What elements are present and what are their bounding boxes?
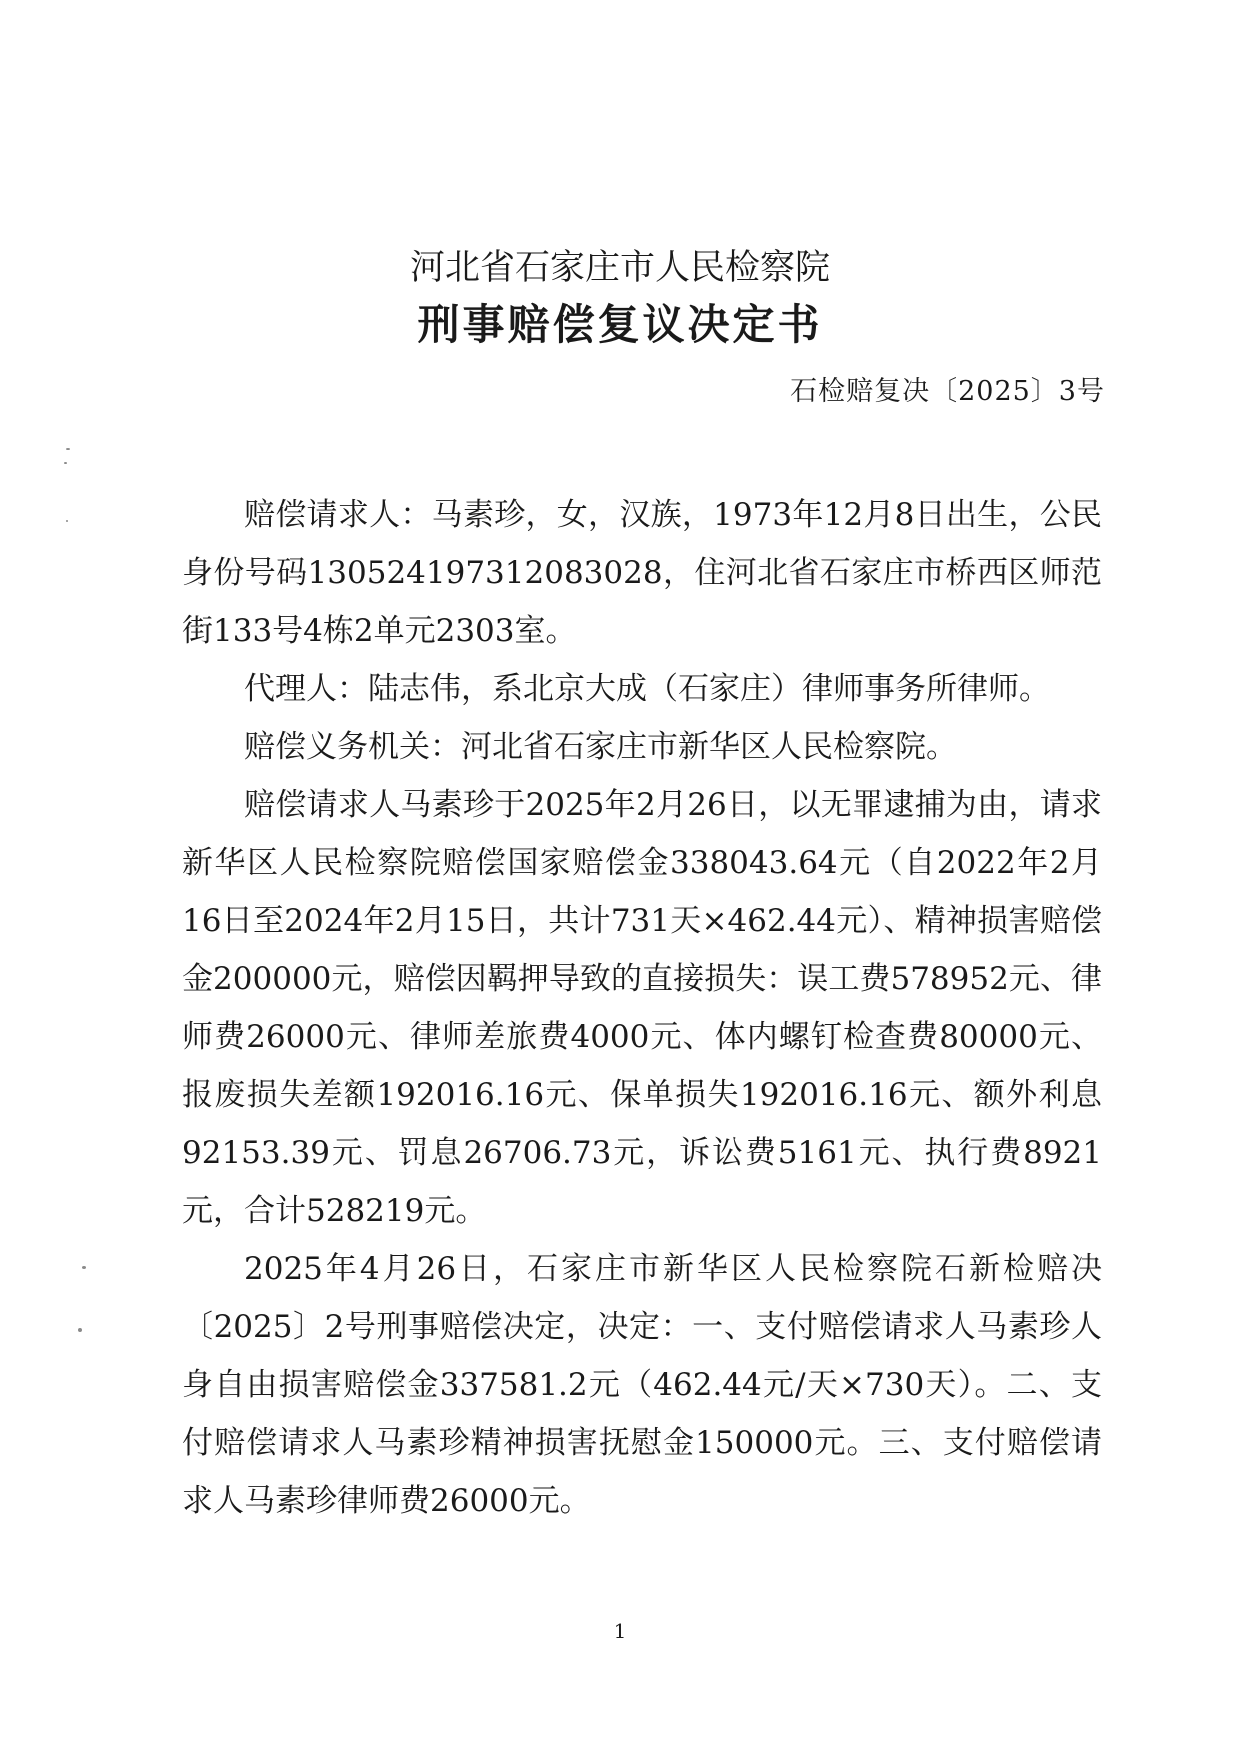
paragraph-agent: 代理人：陆志伟，系北京大成（石家庄）律师事务所律师。 (244, 671, 1050, 707)
scan-speck (64, 462, 67, 464)
scan-speck (66, 448, 70, 450)
paragraph-claimant: 赔偿请求人：马素珍，女，汉族，1973年12月8日出生，公民身份号码130524197312083028，住河北省石家庄市桥西区师范街133号4栋2单元2303室。 (182, 497, 1102, 649)
document-number: 石检赔复决〔2025〕3号 (790, 376, 1105, 407)
issuing-organization: 河北省石家庄市人民检察院 (409, 248, 830, 288)
page-number: 1 (613, 1619, 627, 1643)
scan-speck (78, 1328, 82, 1332)
scan-speck (82, 1266, 86, 1269)
scan-speck (66, 520, 68, 522)
document-body (182, 486, 1102, 1530)
paragraph-claim-details: 赔偿请求人马素珍于2025年2月26日，以无罪逮捕为由，请求新华区人民检察院赔偿国家赔偿金338043.64元（自2022年2月16日至2024年2月15日，共计731天×462.44元）、精神损害赔偿金200000元，赔偿因羁押导致的直接损失：误工费578952元、律师费26000元、律师差旅费4000元、体内螺钉检查费80000元、报废损失差额192016.16元、保单损失192016.16元、额外利息92153.39元、罚息26706.73元，诉讼费5161元、执行费8921元，合计528219元。 (182, 787, 1102, 1229)
document-title: 刑事赔偿复议决定书 (417, 300, 823, 349)
paragraph-original-decision: 2025年4月26日，石家庄市新华区人民检察院石新检赔决〔2025〕2号刑事赔偿决定，决定：一、支付赔偿请求人马素珍人身自由损害赔偿金337581.2元（462.44元/天×730天）。二、支付赔偿请求人马素珍精神损害抚慰金150000元。三、支付赔偿请求人马素珍律师费26000元。 (182, 1251, 1102, 1519)
paragraph-obligor: 赔偿义务机关：河北省石家庄市新华区人民检察院。 (244, 729, 957, 765)
